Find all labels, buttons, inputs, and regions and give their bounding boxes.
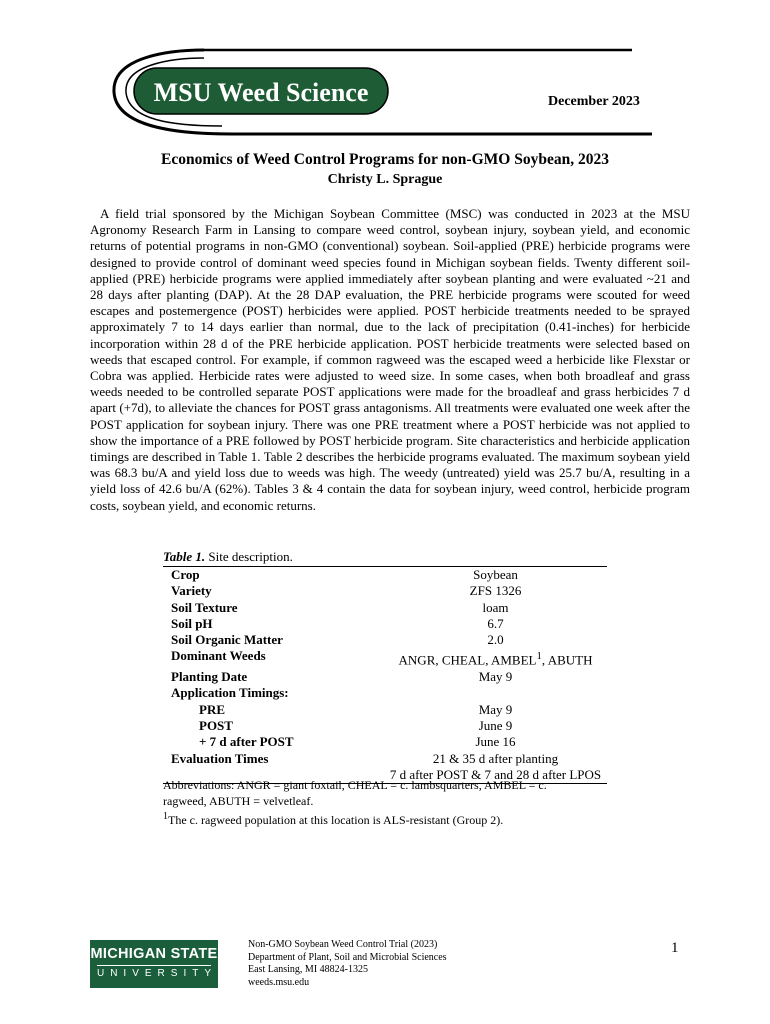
page-number: 1 <box>671 940 679 956</box>
footnote-mark: 1 <box>163 811 168 822</box>
row-value: 21 & 35 d after planting <box>432 750 559 766</box>
table-row <box>163 734 607 750</box>
row-value <box>384 685 607 701</box>
table-row <box>163 718 607 734</box>
table-caption-label: Table 1. <box>163 549 206 564</box>
row-value: 7 d after POST & 7 and 28 d after LPOS <box>389 766 602 782</box>
logo-text: MSU Weed Science <box>153 78 369 107</box>
row-value: ZFS 1326 <box>469 583 522 599</box>
row-label: Soil Texture <box>171 599 238 615</box>
footer-department: Department of Plant, Soil and Microbial Sciences <box>248 951 447 963</box>
row-label: + 7 d after POST <box>199 734 294 750</box>
row-label: Evaluation Times <box>171 750 269 766</box>
abbreviations-note: Abbreviations: ANGR = giant foxtail, CHEAL = c. lambsquarters, AMBEL = c. ragweed, ABUTH = velvetleaf. <box>163 778 547 808</box>
row-value-part: , ABUTH <box>541 652 593 668</box>
row-label: Application Timings: <box>171 685 289 701</box>
table-row <box>163 702 607 718</box>
msu-weed-science-logo <box>112 46 652 138</box>
table-row <box>163 632 607 648</box>
row-value: 6.7 <box>487 615 504 631</box>
table-row <box>163 583 607 599</box>
logo-line-university: UNIVERSITY <box>96 968 217 979</box>
row-label: POST <box>199 718 233 733</box>
table-row <box>163 751 607 767</box>
row-value-footnote-mark: 1 <box>536 650 542 663</box>
row-value: June 16 <box>475 734 516 750</box>
row-label: PRE <box>199 701 225 717</box>
footer-website: weeds.msu.edu <box>248 976 310 988</box>
michigan-state-university-logo <box>90 940 218 988</box>
footer-city: East Lansing, MI 48824-1325 <box>248 964 368 975</box>
row-value <box>384 648 607 669</box>
footnote <box>163 809 603 828</box>
table-body <box>163 566 607 784</box>
intro-paragraph: A field trial sponsored by the Michigan Soybean Committee (MSC) was conducted in 2023 at the MSU Agronomy Research Farm in Lansing to compare weed control, soybean injury, soybean yield, and economic returns of potential programs in non-GMO (conventional) soybean. Soil-applied (PRE) herbicide programs were designed to provide control of dominant weed species found in Michigan soybean fields. Twenty different soil-applied (PRE) herbicide programs were applied immediately after soybean planting and were evaluated ~21 and 28 days after planting (DAP). At the 28 DAP evaluation, the PRE herbicide programs were scouted for weed escapes and postemergence (POST) herbicides were applied. POST herbicide treatments needed to be sprayed approximately 7 to 14 days earlier than normal, due to the lack of precipitation (0.41-inches) for herbicide incorporation within 28 d of the PRE herbicide application. POST herbicide treatments were selected based on weeds that escaped control. For example, if common ragweed was the escaped weed a herbicide like Flexstar or Cobra was applied. Herbicide rates were adjusted to weed size. In some cases, when both broadleaf and grass weeds needed to be controlled separate POST applications were made for the broadleaf and grass herbicides 7 d apart (+7d), to alleviate the chances for POST grass antagonisms. All treatments were evaluated one week after the POST application for soybean injury. There was one PRE treatment where a POST herbicide was not applied to show the importance of a PRE followed by POST herbicide program. Site characteristics and herbicide application timings are described in Table 1. Table 2 describes the herbicide programs evaluated. The maximum soybean yield was 68.3 bu/A and yield loss due to weeds was high. The weedy (untreated) yield was 25.7 bu/A, resulting in a yield loss of 42.6 bu/A (62%). Tables 3 & 4 contain the data for soybean injury, weed control, herbicide program costs, soybean yield, and economic returns. <box>90 206 690 513</box>
table-caption-text: Site description. <box>205 549 293 564</box>
row-value: May 9 <box>478 669 513 685</box>
row-label: Planting Date <box>171 669 248 685</box>
footer-address <box>248 939 447 989</box>
row-value: 2.0 <box>487 632 504 648</box>
site-description-table <box>163 549 607 784</box>
row-label: Soil Organic Matter <box>171 632 283 648</box>
logo-divider <box>97 965 211 966</box>
page-title: Economics of Weed Control Programs for non-GMO Soybean, 2023 <box>161 151 609 168</box>
row-value: May 9 <box>478 701 513 717</box>
table-row <box>163 648 607 669</box>
table-row <box>163 685 607 701</box>
footnote-text: The c. ragweed population at this location is ALS-resistant (Group 2). <box>168 813 504 827</box>
table-row <box>163 616 607 632</box>
row-label: Soil pH <box>171 615 213 631</box>
table-row <box>163 600 607 616</box>
table-caption <box>163 549 607 565</box>
logo-swoosh <box>112 46 652 138</box>
row-value-part: ANGR, CHEAL, AMBEL <box>398 652 537 668</box>
row-value: June 9 <box>478 718 513 733</box>
logo-line-michigan-state: MICHIGAN STATE <box>90 946 218 962</box>
author: Christy L. Sprague <box>327 172 443 187</box>
table-row <box>163 669 607 685</box>
row-label: Variety <box>171 583 212 599</box>
table-row <box>163 567 607 584</box>
row-label: Crop <box>171 567 200 582</box>
row-value: loam <box>482 599 509 615</box>
row-value: Soybean <box>473 567 518 582</box>
row-label: Dominant Weeds <box>171 648 266 664</box>
footer-trial-name: Non-GMO Soybean Weed Control Trial (2023) <box>248 939 438 950</box>
report-date: December 2023 <box>548 94 640 109</box>
